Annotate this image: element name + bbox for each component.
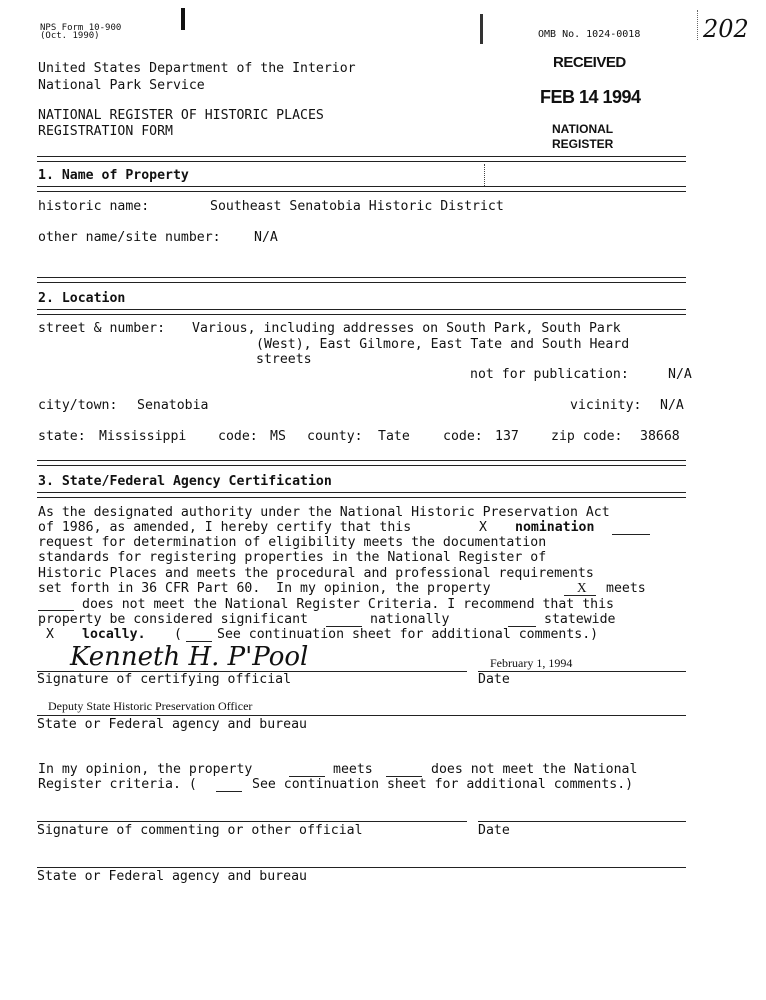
opinion-meets: meets (333, 762, 373, 777)
stamp-date: FEB 14 1994 (540, 87, 641, 107)
scan-mark (697, 10, 699, 40)
blank-line (612, 534, 650, 535)
stamp-national: NATIONAL (552, 122, 614, 136)
agency-label: State or Federal agency and bureau (37, 717, 307, 732)
cert-text-line: Historic Places and meets the procedural and professional requirements (38, 566, 594, 581)
vicinity-label: vicinity: (570, 398, 642, 413)
state-label: state: (38, 429, 86, 444)
section-divider (37, 277, 686, 283)
cert-text-line: As the designated authority under the National Historic Preservation Act (38, 505, 610, 520)
county-code-label: code: (443, 429, 483, 444)
state-code-label: code: (218, 429, 258, 444)
certifying-signature: Kenneth H. P'Pool (70, 642, 309, 672)
other-name: N/A (254, 230, 278, 245)
agency-line (37, 867, 686, 868)
section-divider (37, 186, 686, 192)
locally-label: locally. (82, 627, 146, 642)
cert-text-line: property be considered significant (38, 612, 308, 627)
signature-label: Signature of certifying official (37, 672, 292, 687)
cert-text-line: set forth in 36 CFR Part 60. In my opinion, the property (38, 581, 491, 596)
opinion-text: Register criteria. ( (38, 777, 197, 792)
cert-text-line: request for determination of eligibility meets the documentation (38, 535, 547, 550)
commenting-agency-label: State or Federal agency and bureau (37, 869, 307, 884)
city-label: city/town: (38, 398, 118, 413)
opinion-continuation: See continuation sheet for additional comments.) (252, 777, 634, 792)
section-divider (37, 156, 686, 162)
scan-mark (480, 14, 483, 44)
section3-title: 3. State/Federal Agency Certification (38, 474, 332, 489)
statewide-label: statewide (544, 612, 616, 627)
street-line3: streets (256, 352, 312, 367)
form-date: (Oct. 1990) (40, 31, 100, 41)
form-number: NPS Form 10-900 (40, 23, 122, 33)
commenting-signature-label: Signature of commenting or other official (37, 823, 363, 838)
nationally-label: nationally (370, 612, 450, 627)
street-line1: Various, including addresses on South Park, South Park (192, 321, 621, 336)
nomination-mark: X (479, 520, 487, 535)
cert-text-line: does not meet the National Register Criteria. I recommend that this (82, 597, 614, 612)
meets-mark: X (577, 580, 587, 595)
register-title: NATIONAL REGISTER OF HISTORIC PLACES (38, 108, 324, 123)
received-stamp: RECEIVED (553, 54, 626, 71)
cert-text-line: of 1986, as amended, I hereby certify that this (38, 520, 412, 535)
agency-value: Deputy State Historic Preservation Officer (48, 699, 253, 713)
historic-name: Southeast Senatobia Historic District (210, 199, 504, 214)
handwritten-number: 202 (703, 15, 749, 43)
zip: 38668 (640, 429, 680, 444)
section1-title: 1. Name of Property (38, 168, 189, 183)
opinion-does-not-meet: does not meet the National (431, 762, 638, 777)
section-divider (37, 460, 686, 466)
street-label: street & number: (38, 321, 166, 336)
signature-line (37, 821, 467, 822)
nomination-label: nomination (515, 520, 595, 535)
county-label: county: (307, 429, 363, 444)
meets-label: meets (606, 581, 646, 596)
not-for-publication-label: not for publication: (470, 367, 629, 382)
blank-line (564, 595, 596, 596)
other-name-label: other name/site number: (38, 230, 221, 245)
blank-line (216, 791, 242, 792)
date-label: Date (478, 672, 510, 687)
stamp-register: REGISTER (552, 137, 614, 151)
service: National Park Service (38, 78, 205, 93)
county: Tate (378, 429, 410, 444)
cert-text-line: standards for registering properties in the National Register of (38, 550, 547, 565)
opinion-text: In my opinion, the property (38, 762, 253, 777)
section-divider (37, 492, 686, 498)
blank-line (38, 610, 74, 611)
not-for-publication: N/A (668, 367, 692, 382)
locally-mark: X (46, 627, 54, 642)
scan-mark (484, 164, 486, 186)
vicinity: N/A (660, 398, 684, 413)
date-line (478, 821, 686, 822)
state-code: MS (270, 429, 286, 444)
agency-line (37, 715, 686, 716)
signature-date: February 1, 1994 (490, 656, 573, 670)
department: United States Department of the Interior (38, 61, 356, 76)
section-divider (37, 309, 686, 315)
continuation-note: See continuation sheet for additional comments.) (217, 627, 599, 642)
county-code: 137 (495, 429, 519, 444)
section2-title: 2. Location (38, 291, 126, 306)
commenting-date-label: Date (478, 823, 510, 838)
scan-mark (181, 8, 185, 30)
city: Senatobia (137, 398, 209, 413)
historic-name-label: historic name: (38, 199, 150, 214)
form-title: REGISTRATION FORM (38, 124, 173, 139)
state: Mississippi (99, 429, 187, 444)
paren-open: ( (174, 627, 182, 642)
omb-number: OMB No. 1024-0018 (538, 29, 641, 40)
street-line2: (West), East Gilmore, East Tate and South Heard (256, 337, 630, 352)
zip-label: zip code: (551, 429, 623, 444)
